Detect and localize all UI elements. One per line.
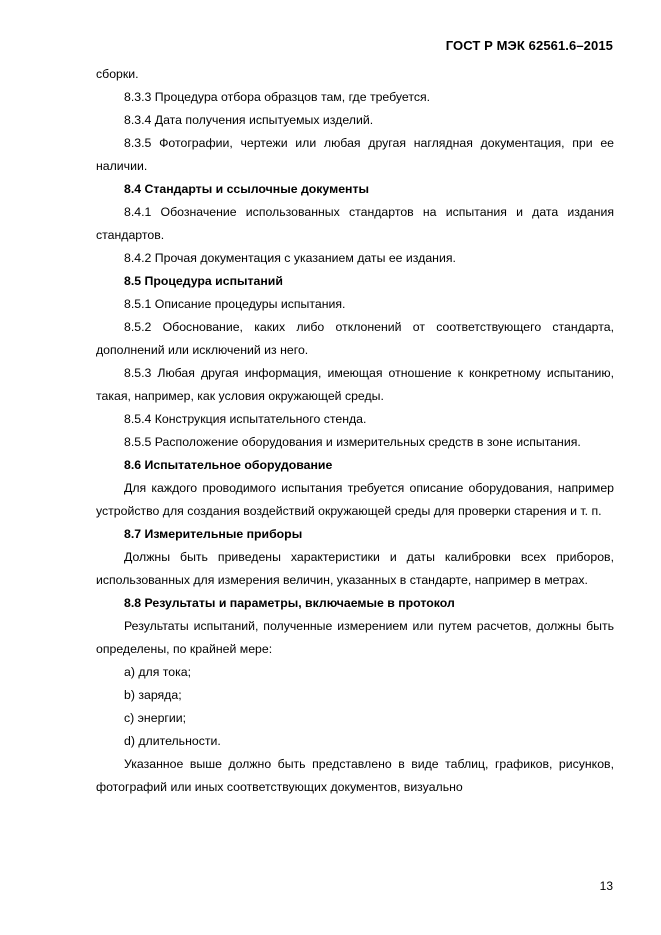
paragraph-8-4-1: 8.4.1 Обозначение использованных стандартов на испытания и дата издания стандартов.: [96, 205, 614, 242]
heading-8-5: 8.5 Процедура испытаний: [124, 274, 283, 288]
paragraph-8-6: Для каждого проводимого испытания требуется описание оборудования, например устройство для создания воздействий окружающей среды для проверки старения и т. п.: [96, 481, 614, 518]
paragraph-8-8-tail: Указанное выше должно быть представлено в виде таблиц, графиков, рисунков, фотографий или иных соответствующих документов, визуально: [96, 757, 614, 794]
paragraph-8-7: Должны быть приведены характеристики и даты калибровки всех приборов, использованных для измерения величин, указанных в стандарте, например в метрах.: [96, 550, 614, 587]
list-item-a: а) для тока;: [124, 665, 192, 679]
paragraph-8-3-4: 8.3.4 Дата получения испытуемых изделий.: [124, 113, 374, 127]
document-code-header: ГОСТ Р МЭК 62561.6–2015: [445, 38, 613, 53]
paragraph-8-5-2: 8.5.2 Обоснование, каких либо отклонений от соответствующего стандарта, дополнений или исключений из него.: [96, 320, 614, 357]
heading-8-6: 8.6 Испытательное оборудование: [124, 458, 333, 472]
list-item-c: c) энергии;: [124, 711, 187, 725]
paragraph-8-3-5: 8.3.5 Фотографии, чертежи или любая другая наглядная документация, при ее наличии.: [96, 136, 614, 173]
paragraph-8-5-3: 8.5.3 Любая другая информация, имеющая отношение к конкретному испытанию, такая, например, как условия окружающей среды.: [96, 366, 614, 403]
heading-8-7: 8.7 Измерительные приборы: [124, 527, 303, 541]
paragraph-assembly-tail: сборки.: [96, 67, 139, 81]
paragraph-8-4-2: 8.4.2 Прочая документация с указанием даты ее издания.: [124, 251, 456, 265]
heading-8-8: 8.8 Результаты и параметры, включаемые в протокол: [124, 596, 455, 610]
heading-8-4: 8.4 Стандарты и ссылочные документы: [124, 182, 369, 196]
paragraph-8-8: Результаты испытаний, полученные измерением или путем расчетов, должны быть определены, по крайней мере:: [96, 619, 614, 656]
document-body: [96, 63, 614, 799]
paragraph-8-3-3: 8.3.3 Процедура отбора образцов там, где требуется.: [124, 90, 431, 104]
paragraph-8-5-1: 8.5.1 Описание процедуры испытания.: [124, 297, 346, 311]
list-item-b: b) заряда;: [124, 688, 182, 702]
paragraph-8-5-4: 8.5.4 Конструкция испытательного стенда.: [124, 412, 367, 426]
paragraph-8-5-5: 8.5.5 Расположение оборудования и измерительных средств в зоне испытания.: [124, 435, 581, 449]
list-item-d: d) длительности.: [124, 734, 221, 748]
page-number: 13: [599, 879, 613, 893]
